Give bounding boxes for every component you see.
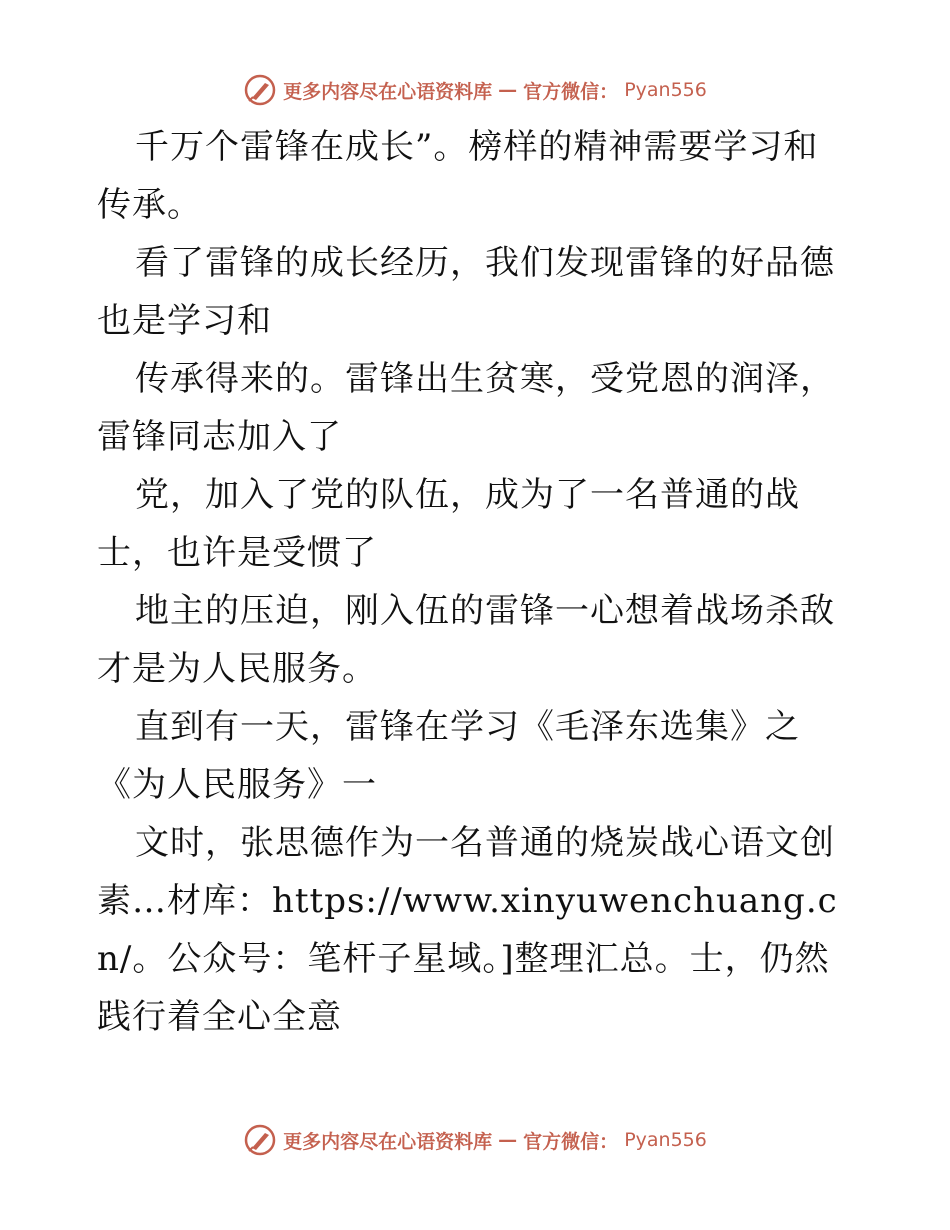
footer-dash: — xyxy=(498,1129,518,1151)
header-site-text: 更多内容尽在心语资料库 xyxy=(283,80,493,103)
paragraph-2: 看了雷锋的成长经历，我们发现雷锋的好品德也是学习和 xyxy=(97,243,835,341)
header-contact-value: Pyan556 xyxy=(624,79,707,101)
quill-logo-icon xyxy=(243,1123,277,1157)
footer-site-text: 更多内容尽在心语资料库 xyxy=(283,1130,493,1153)
document-body xyxy=(97,118,853,1046)
footer-banner xyxy=(0,1120,950,1160)
footer-contact-value: Pyan556 xyxy=(624,1129,707,1151)
paragraph-5: 地主的压迫，刚入伍的雷锋一心想着战场杀敌才是为人民服务。 xyxy=(97,591,835,689)
paragraph-4: 党，加入了党的队伍，成为了一名普通的战士，也许是受惯了 xyxy=(97,475,800,573)
paragraph-3: 传承得来的。雷锋出生贫寒，受党恩的润泽，雷锋同志加入了 xyxy=(97,359,835,457)
paragraph-6: 直到有一天，雷锋在学习《毛泽东选集》之《为人民服务》一 xyxy=(97,707,800,805)
paragraph-7: 文时，张思德作为一名普通的烧炭战心语文创素…材库：https://www.xinyuwenchuang.cn/。公众号：笔杆子星域。]整理汇总。士，仍然践行着全心全意 xyxy=(97,823,838,1037)
header-contact-label: 官方微信： xyxy=(523,80,619,103)
header-banner xyxy=(0,70,950,110)
header-dash: — xyxy=(498,79,518,101)
quill-logo-icon xyxy=(243,73,277,107)
paragraph-1: 千万个雷锋在成长”。榜样的精神需要学习和传承。 xyxy=(97,127,819,225)
footer-contact-label: 官方微信： xyxy=(523,1130,619,1153)
